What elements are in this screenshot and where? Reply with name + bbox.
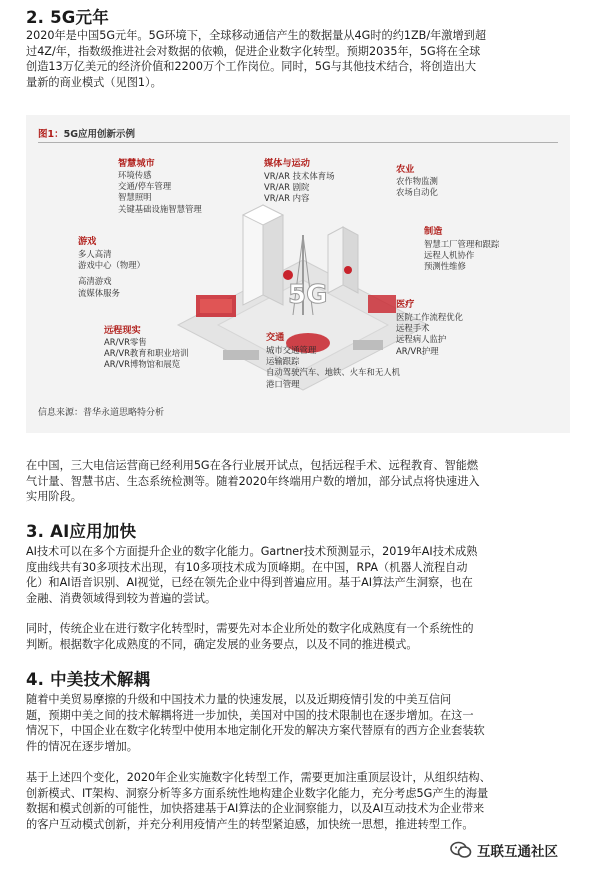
list-item: 远程病人监护 [396,334,447,345]
section-3-paragraph-2 [26,621,571,652]
category-agriculture: 农业 [396,164,415,175]
figure-source: 信息来源：普华永道思略特分析 [38,408,165,418]
text-line: 情况下，中国企业在数字化转型中使用本地定制化开发的解决方案代替原有的西方企业套装软 [26,724,485,738]
text-line: 题，预期中美之间的技术解耦将进一步加快，美国对中国的技术限制也在逐步增加。在这一 [26,708,474,722]
text-line: 基于上述四个变化，2020年企业实施数字化转型工作，需要更加注重顶层设计，从组织结构、 [26,771,491,784]
section-4-paragraph-2 [26,770,571,832]
category-manufacturing: 制造 [424,226,443,237]
list-item: 高清游戏 [78,276,112,287]
list-item: 环境传感 [118,170,152,180]
figure-number: 图1： [38,129,64,140]
text-line: 创造13万亿美元的经济价值和2200万个工作岗位。同时，5G与其他技术结合，将创造出大 [26,60,477,74]
text-line: AI技术可以在多个方面提升企业的数字化能力。Gartner技术预测显示，2019年AI技术成熟 [26,545,478,558]
list-item: 远程手术 [396,323,430,334]
section-2-heading: 2. 5G元年 [26,8,109,27]
figure-divider [38,142,558,143]
section-4-heading: 4. 中美技术解耦 [26,670,151,689]
figure-5g-applications [26,115,570,433]
list-item: 关键基础设施智慧管理 [118,203,202,214]
category-items [396,176,438,198]
list-item: 运输跟踪 [266,356,300,367]
category-transport: 交通 [266,332,285,343]
text-line: 金融、消费领域得到较为普遍的尝试。 [26,591,217,605]
text-line: 的客户互动模式创新，并充分利用疫情产生的转型紧迫感，加快统一思想，推进转型工作。 [26,817,474,831]
figure-title-text: 5G应用创新示例 [63,129,136,140]
section-3-paragraph-1 [26,544,571,606]
list-item: 智慧工厂管理和跟踪 [424,239,500,249]
list-item: 自动驾驶汽车、地铁、火车和无人机 [266,367,400,378]
list-item: AR/VR护理 [396,345,439,356]
section-2-paragraph-1 [26,28,571,90]
text-line: 数据和模式创新的可能性，加快搭建基于AI算法的企业洞察能力，以及AI互动技术为企业带来 [26,802,485,816]
text-line: 件的情况在逐步增加。 [26,739,138,753]
text-line: 创新模式、IT架构、洞察分析等多方面系统性地构建企业数字化能力，充分考虑5G产生的海量 [26,786,489,800]
list-item: 农作物监测 [396,176,438,186]
category-items [396,312,463,357]
list-item: 港口管理 [266,378,300,389]
figure-title [38,126,135,140]
list-item: VR/AR 技术体育场 [264,171,335,181]
list-item: 远程人机协作 [424,250,475,261]
text-line: 量新的商业模式（见图1）。 [26,75,162,89]
category-healthcare: 医疗 [396,299,415,310]
category-media-sports: 媒体与运动 [264,158,310,169]
list-item: 智慧照明 [118,192,152,203]
list-item: 流媒体服务 [78,287,120,298]
text-line: 在中国，三大电信运营商已经利用5G在各行业展开试点，包括远程手术、远程教育、智能燃 [26,459,479,472]
category-items [104,337,189,371]
text-line: 同时，传统企业在进行数字化转型时，需要先对本企业所处的数字化成熟度有一个系统性的 [26,622,474,635]
section-3-heading: 3. AI应用加快 [26,522,137,541]
category-items [118,170,202,215]
text-line: 判断。根据数字化成熟度的不同，确定发展的业务要点，以及不同的推进模式。 [26,637,418,651]
category-items [78,249,145,299]
category-items [424,239,499,273]
wechat-icon [450,841,472,859]
text-line: 2020年是中国5G元年。5G环境下，全球移动通信产生的数据量从4G时的约1ZB/年激增到超 [26,29,487,42]
list-item: 城市交通管理 [266,345,317,355]
text-line: 气计量、智慧书店、生态系统检测等。随着2020年终端用户数的增加，部分试点将快速进入 [26,474,480,488]
category-items [266,345,400,390]
list-item: 医院工作流程优化 [396,312,463,322]
list-item: 多人高清 [78,249,112,259]
list-item: AR/VR教育和职业培训 [104,348,189,359]
list-item: AR/VR零售 [104,337,147,347]
section-4-paragraph-1 [26,692,571,754]
list-item: 交通/停车管理 [118,181,172,192]
text-line: 度曲线共有30多项技术出现，有10多项技术成为顶峰期。在中国，RPA（机器人流程自动 [26,560,468,574]
list-item: VR/AR 剧院 [264,182,310,193]
section-2-paragraph-2 [26,458,571,505]
category-remote-reality: 远程现实 [104,325,141,336]
text-line: 化）和AI语音识别、AI视觉，已经在领先企业中得到普遍应用。基于AI算法产生洞察，也在 [26,576,473,590]
list-item: 游戏中心（物理） [78,260,145,271]
list-item: VR/AR 内容 [264,193,310,204]
category-items [264,171,334,205]
category-smart-city: 智慧城市 [118,158,155,169]
text-line: 随着中美贸易摩擦的升级和中国技术力量的快速发展，以及近期疫情引发的中美互信问 [26,693,452,706]
watermark [450,838,558,862]
list-item: AR/VR博物馆和展览 [104,359,181,370]
list-item: 预测性维修 [424,261,466,272]
text-line: 过4Z/年，指数级推进社会对数据的依赖，促进企业数字化转型。预期2035年，5G将在全球 [26,44,481,58]
category-gaming: 游戏 [78,236,97,247]
text-line: 实用阶段。 [26,490,82,504]
5g-center-label: 5G [288,280,328,310]
list-item: 农场自动化 [396,187,438,198]
watermark-text: 互联互通社区 [477,844,558,860]
